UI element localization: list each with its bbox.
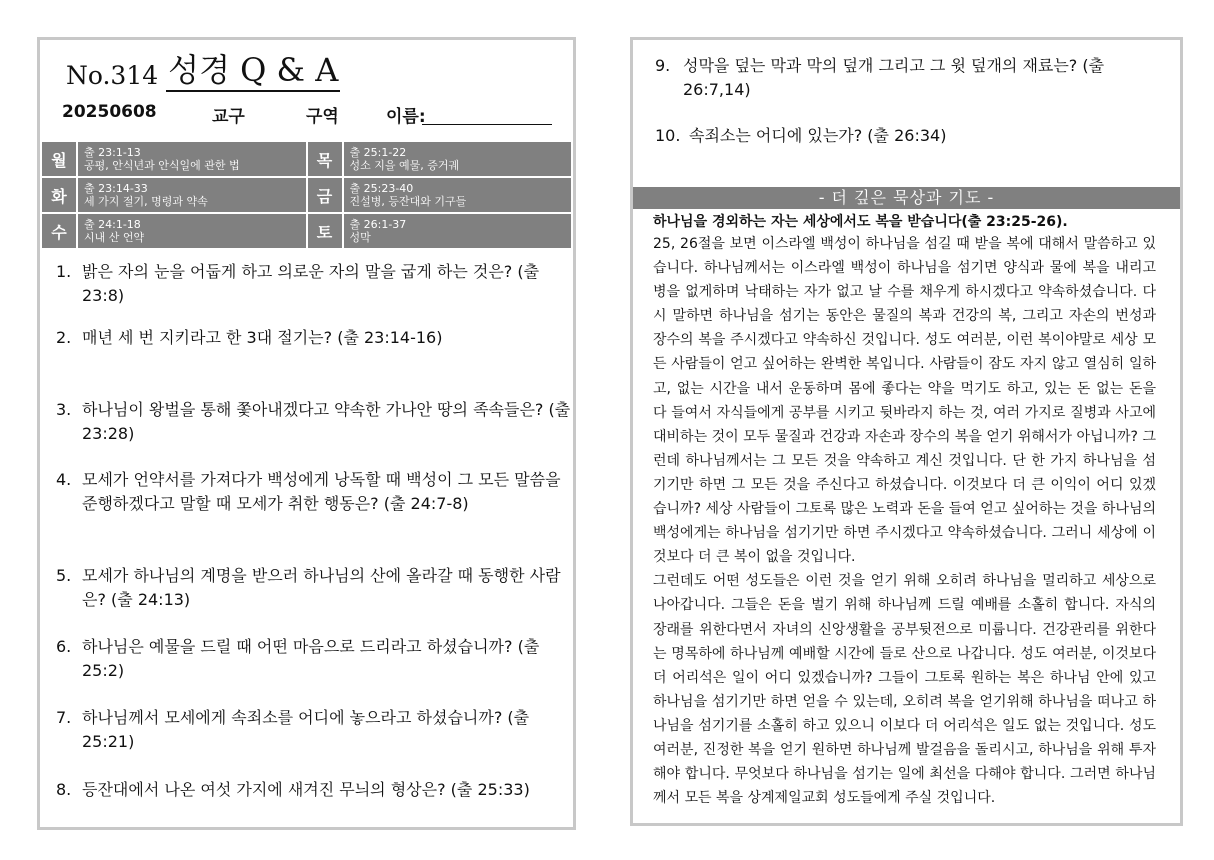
meditation-body (653, 232, 1156, 810)
question-number: 8. (56, 780, 72, 799)
question-text: 성막을 덮는 막과 막의 덮개 그리고 그 윗 덮개의 재료는? (출 26:7,14) (683, 56, 1105, 99)
question-item (54, 398, 572, 446)
question-text: 모세가 하나님의 계명을 받으러 하나님의 산에 올라갈 때 동행한 사람은? (출 24:13) (82, 566, 561, 609)
reading-ref: 출 25:23-40 (349, 182, 414, 195)
reading-ref: 출 26:1-37 (349, 218, 407, 231)
date-label: 20250608 (62, 102, 157, 122)
schedule-row (41, 141, 572, 177)
question-number: 5. (56, 566, 72, 585)
reading-cell (343, 213, 573, 249)
right-page (630, 37, 1183, 826)
reading-ref: 출 25:1-22 (349, 146, 407, 159)
reading-topic: 성소 지을 예물, 증거궤 (349, 159, 460, 172)
question-text: 하나님이 왕벌을 통해 쫓아내겠다고 약속한 가나안 땅의 족속들은? (출 23:28) (82, 400, 571, 443)
info-row (62, 100, 542, 128)
question-item (54, 468, 572, 516)
question-item (54, 260, 572, 308)
reading-topic: 시내 산 언약 (84, 231, 145, 244)
reading-cell (77, 141, 307, 177)
question-number: 2. (56, 328, 72, 347)
reading-cell (343, 141, 573, 177)
reading-cell (77, 213, 307, 249)
question-number: 1. (56, 262, 72, 281)
reading-cell (343, 177, 573, 213)
reading-topic: 세 가지 절기, 명령과 약속 (84, 195, 208, 208)
meditation-paragraph: 그런데도 어떤 성도들은 이런 것을 얻기 위해 오히려 하나님을 멀리하고 세상으로 나아갑니다. 그들은 돈을 벌기 위해 하나님께 드릴 예배를 소홀히 합니다. 자식의 장래를 위한다면서 자녀의 신앙생활을 공부뒷전으로 미룹니다. 건강관리를 위한다는 명목하에 하나님께 예배할 시간에 들로 산으로 나갑니다. 성도 여러분, 이것보다 더 어리석은 일이 어디 있겠습니까? 그들이 그토록 원하는 복은 하나님 안에 있고 하나님을 섬기기만 하면 얻을 수 있는데, 오히려 복을 얻기위해 하나님을 떠나고 하나님을 섬기기를 소홀히 하고 있으니 이보다 더 어리석은 일도 없는 것입니다. 성도 여러분, 진정한 복을 얻기 원하면 하나님께 발걸음을 돌리시고, 하나님을 위해 투자해야 합니다. 무엇보다 하나님을 섬기는 일에 최선을 다해야 합니다. 그러면 하나님께서 모든 복을 상계제일교회 성도들에게 주실 것입니다. (653, 573, 1156, 807)
day-cell: 금 (307, 177, 343, 213)
question-item (54, 778, 572, 802)
question-number: 10. (655, 126, 681, 145)
question-text: 등잔대에서 나온 여섯 가지에 새겨진 무늬의 형상은? (출 25:33) (82, 780, 530, 799)
church-label: 교구 (212, 107, 245, 127)
question-text: 매년 세 번 지키라고 한 3대 절기는? (출 23:14-16) (82, 328, 443, 347)
day-cell: 월 (41, 141, 77, 177)
question-item (655, 54, 1155, 102)
schedule-row (41, 213, 572, 249)
day-cell: 수 (41, 213, 77, 249)
question-item (655, 124, 1155, 148)
day-cell: 토 (307, 213, 343, 249)
district-label: 구역 (306, 107, 339, 127)
question-number: 6. (56, 637, 72, 656)
day-cell: 화 (41, 177, 77, 213)
issue-number: No.314 (66, 61, 159, 90)
name-underline (422, 124, 552, 125)
question-number: 9. (655, 56, 671, 75)
question-text: 하나님께서 모세에게 속죄소를 어디에 놓으라고 하셨습니까? (출 25:21) (82, 708, 530, 751)
question-item (54, 706, 572, 754)
question-text: 하나님은 예물을 드릴 때 어떤 마음으로 드리라고 하셨습니까? (출 25:2) (82, 637, 540, 680)
reading-topic: 성막 (349, 231, 371, 244)
day-cell: 목 (307, 141, 343, 177)
question-text: 밝은 자의 눈을 어둡게 하고 의로운 자의 말을 굽게 하는 것은? (출 23:8) (82, 262, 540, 305)
schedule-row (41, 177, 572, 213)
question-number: 4. (56, 470, 72, 489)
question-item (54, 564, 572, 612)
reading-topic: 공평, 안식년과 안식일에 관한 법 (84, 159, 240, 172)
reading-ref: 출 23:14-33 (84, 182, 148, 195)
meditation-heading: 하나님을 경외하는 자는 세상에서도 복을 받습니다(출 23:25-26). (653, 214, 1068, 230)
question-text: 속죄소는 어디에 있는가? (출 26:34) (689, 126, 947, 145)
meditation-banner: - 더 깊은 묵상과 기도 - (633, 187, 1180, 209)
meditation-paragraph: 25, 26절을 보면 이스라엘 백성이 하나님을 섬길 때 받을 복에 대해서 말씀하고 있습니다. 하나님께서는 이스라엘 백성이 하나님을 섬기면 양식과 물에 복을 내리고 병을 없게하며 낙태하는 자가 없고 날 수를 채우게 하시겠다고 약속하셨습니다. 다시 말하면 하나님을 섬기는 동안은 물질의 복과 건강의 복, 그리고 자손의 번성과 장수의 복을 주시겠다고 약속하신 것입니다. 성도 여러분, 이런 복이야말로 세상 모든 사람들이 얻고 싶어하는 완벽한 복입니다. 사람들이 잠도 자지 않고 열심히 일하고, 없는 시간을 내서 운동하며 몸에 좋다는 약을 먹기도 하고, 있는 돈 없는 돈을 다 들여서 자식들에게 공부를 시키고 뒷바라지 하는 것, 여러 가지로 질병과 사고에 대비하는 것이 모두 물질과 건강과 자손과 장수의 복을 얻기 위해서가 아닙니까? 그런데 하나님께서는 그 모든 것을 약속하고 계신 것입니다. 단 한 가지 하나님을 섬기기만 하면 그 모든 것을 주신다고 하셨습니다. 이것보다 더 큰 이익이 어디 있겠습니까? 세상 사람들이 그토록 많은 노력과 돈을 들여 얻고 싶어하는 것을 하나님의 백성에게는 하나님을 섬기기만 하면 주시겠다고 약속하셨습니다. 그러니 세상에 이것보다 더 큰 복이 없을 것입니다. (653, 236, 1156, 566)
reading-cell (77, 177, 307, 213)
left-page (37, 37, 576, 830)
question-item (54, 635, 572, 683)
name-label: 이름: (386, 107, 426, 127)
question-number: 3. (56, 400, 72, 419)
reading-ref: 출 24:1-18 (84, 218, 141, 231)
reading-topic: 진설병, 등잔대와 기구들 (349, 195, 467, 208)
reading-ref: 출 23:1-13 (84, 146, 141, 159)
reading-schedule (40, 140, 573, 250)
question-item (54, 326, 572, 350)
question-text: 모세가 언약서를 가져다가 백성에게 낭독할 때 백성이 그 모든 말씀을 준행하겠다고 말할 때 모세가 취한 행동은? (출 24:7-8) (82, 470, 561, 513)
question-number: 7. (56, 708, 72, 727)
page-title: 성경 Q & A (166, 52, 340, 92)
title-row (66, 42, 340, 92)
